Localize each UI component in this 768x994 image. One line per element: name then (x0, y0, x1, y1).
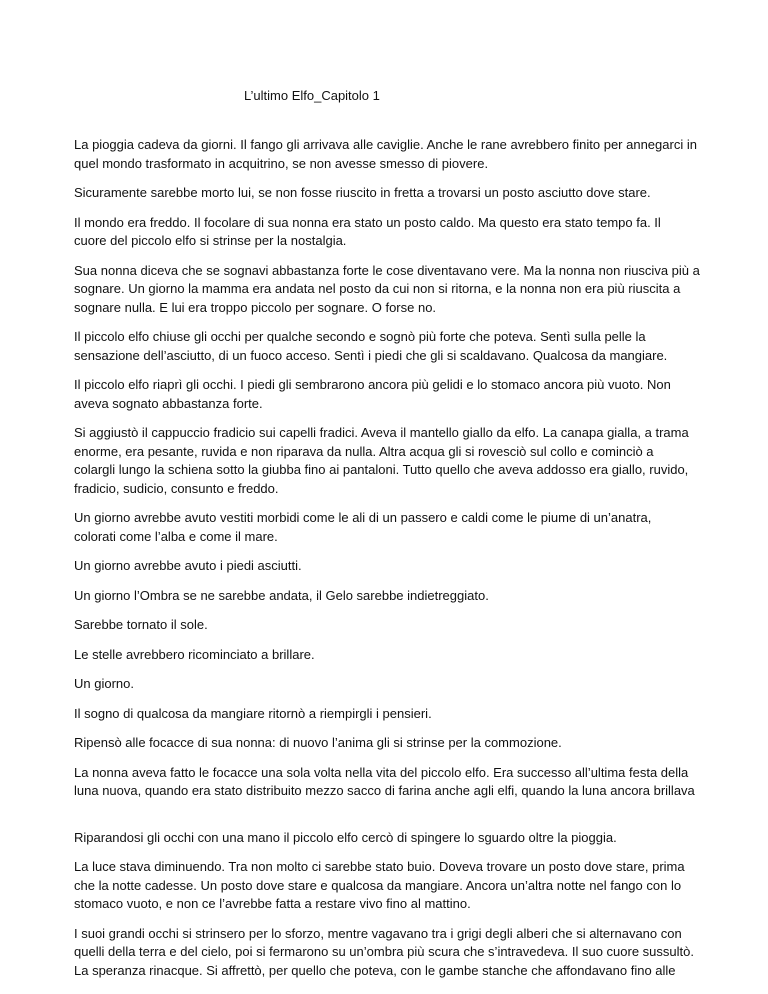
paragraph-4: Sua nonna diceva che se sognavi abbastanza forte le cose diventavano vere. Ma la nonna non riusciva più a sognare. Un giorno la mamma era andata nel posto da cui non si ritorna, e la nonna non era più riuscita a sognare nulla. E lui era troppo piccolo per sognare. O forse no. (74, 262, 700, 315)
paragraph-13: Un giorno. (74, 676, 134, 691)
paragraph-5: Il piccolo elfo chiuse gli occhi per qualche secondo e sognò più forte che poteva. Sentì sulla pelle la sensazione dell’asciutto, di un fuoco acceso. Sentì i piedi che gli si scaldavano. Qualcosa da mangiare. (74, 329, 668, 363)
paragraph-12: Le stelle avrebbero ricominciato a brillare. (74, 646, 315, 662)
paragraph-8: Un giorno avrebbe avuto vestiti morbidi come le ali di un passero e caldi come le piume di un’anatra, colorati come l’alba e come il mare. (74, 510, 652, 544)
paragraph-3: Il mondo era freddo. Il focolare di sua nonna era stato un posto caldo. Ma questo era stato tempo fa. Il cuore del piccolo elfo si strinse per la nostalgia. (74, 214, 661, 248)
paragraph-19: I suoi grandi occhi si strinsero per lo sforzo, mentre vagavano tra i grigi degli alberi che si alternavano con quelli della terra e del cielo, poi si fermarono su un’ombra più scura che s’intravedeva. Il suo cuore sussultò. La speranza rinacque. Si affrettò, per quello che poteva, con le gambe stanche che affondavano fino alle (74, 925, 694, 978)
document-body (74, 136, 714, 991)
paragraph-18: La luce stava diminuendo. Tra non molto ci sarebbe stato buio. Doveva trovare un posto dove stare, prima che la notte cadesse. Un posto dove stare e qualcosa da mangiare. Ancora un’altra notte nel fango con lo stomaco vuoto, e non ce l’avrebbe fatta a restare vivo fino al mattino. (74, 859, 685, 911)
paragraph-15: Ripensò alle focacce di sua nonna: di nuovo l’anima gli si strinse per la commozione. (74, 735, 562, 750)
paragraph-7: Si aggiustò il cappuccio fradicio sui capelli fradici. Aveva il mantello giallo da elfo. La canapa gialla, a trama enorme, era pesante, ruvida e non riparava da nulla. Altra acqua gli si rovesciò sul collo e cominciò a colargli lungo la schiena sotto la giubba fino ai pantaloni. Tutto quello che aveva addosso era giallo, ruvido, fradicio, sudicio, consunto e freddo. (74, 425, 689, 496)
document-page (74, 0, 714, 994)
paragraph-16: La nonna aveva fatto le focacce una sola volta nella vita del piccolo elfo. Era successo all’ultima festa della luna nuova, quando era stato distribuito mezzo sacco di farina anche agli elfi, quando la luna ancora brillava (74, 764, 695, 798)
paragraph-17: Riparandosi gli occhi con una mano il piccolo elfo cercò di spingere lo sguardo oltre la pioggia. (74, 829, 617, 845)
paragraph-10: Un giorno l’Ombra se ne sarebbe andata, il Gelo sarebbe indietreggiato. (74, 587, 489, 603)
paragraph-6: Il piccolo elfo riaprì gli occhi. I piedi gli sembrarono ancora più gelidi e lo stomaco ancora più vuoto. Non aveva sognato abbastanza forte. (74, 377, 671, 411)
paragraph-1: La pioggia cadeva da giorni. Il fango gli arrivava alle caviglie. Anche le rane avrebbero finito per annegarci in quel mondo trasformato in acquitrino, se non avesse smesso di piovere. (74, 137, 697, 171)
paragraph-11: Sarebbe tornato il sole. (74, 617, 208, 632)
paragraph-2: Sicuramente sarebbe morto lui, se non fosse riuscito in fretta a trovarsi un posto asciutto dove stare. (74, 185, 651, 200)
paragraph-9: Un giorno avrebbe avuto i piedi asciutti. (74, 558, 302, 573)
document-title: L’ultimo Elfo_Capitolo 1 (244, 88, 380, 103)
paragraph-14: Il sogno di qualcosa da mangiare ritornò a riempirgli i pensieri. (74, 705, 432, 721)
